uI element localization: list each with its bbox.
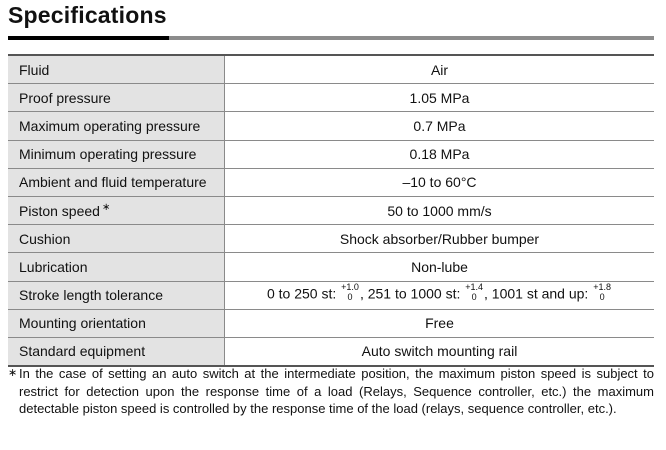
row-label: Lubrication bbox=[8, 253, 225, 281]
table-row bbox=[8, 309, 654, 337]
tolerance-upper: +1.8 bbox=[593, 282, 611, 293]
row-value-tolerance bbox=[225, 281, 655, 309]
table-row bbox=[8, 112, 654, 140]
row-label: Mounting orientation bbox=[8, 309, 225, 337]
row-label: Piston speed bbox=[19, 202, 100, 219]
specifications-table bbox=[8, 54, 654, 367]
table-row bbox=[8, 55, 654, 84]
row-label: Proof pressure bbox=[8, 84, 225, 112]
row-value: Free bbox=[225, 309, 655, 337]
table-row bbox=[8, 253, 654, 281]
row-value: Non-lube bbox=[225, 253, 655, 281]
table-row bbox=[8, 140, 654, 168]
footnote-marker: ∗ bbox=[101, 201, 111, 213]
title-underline-black bbox=[8, 36, 169, 40]
row-value: –10 to 60°C bbox=[225, 168, 655, 196]
row-label: Cushion bbox=[8, 225, 225, 253]
tolerance-fraction bbox=[593, 282, 611, 302]
table-row bbox=[8, 196, 654, 224]
row-value: 0.18 MPa bbox=[225, 140, 655, 168]
row-label: Standard equipment bbox=[8, 337, 225, 366]
row-value: Shock absorber/Rubber bumper bbox=[225, 225, 655, 253]
table-row bbox=[8, 225, 654, 253]
row-label: Maximum operating pressure bbox=[8, 112, 225, 140]
page-title: Specifications bbox=[8, 2, 167, 28]
row-value: 1.05 MPa bbox=[225, 84, 655, 112]
tolerance-lower: 0 bbox=[599, 292, 605, 303]
row-label-container bbox=[8, 196, 225, 224]
footnote bbox=[8, 365, 654, 418]
tolerance-text: 0 to 250 st: bbox=[266, 285, 341, 302]
row-label: Stroke length tolerance bbox=[8, 281, 225, 309]
tolerance-text: , 251 to 1000 st: bbox=[359, 285, 465, 302]
tolerance-lower: 0 bbox=[347, 292, 353, 303]
table-row bbox=[8, 84, 654, 112]
tolerance-fraction bbox=[465, 282, 483, 302]
table-row bbox=[8, 281, 654, 309]
table-row bbox=[8, 168, 654, 196]
row-value: 0.7 MPa bbox=[225, 112, 655, 140]
row-value: Auto switch mounting rail bbox=[225, 337, 655, 366]
tolerance-text: , 1001 st and up: bbox=[484, 285, 593, 302]
footnote-text: In the case of setting an auto switch at the intermediate position, the maximum piston speed is subject to restrict for detection upon the response time of a load (Relays, Sequence controller, etc.) the maximum detectable piston speed is controlled by the response time of the load (relays, sequence controller, etc.). bbox=[19, 366, 654, 416]
tolerance-fraction bbox=[341, 282, 359, 302]
tolerance-lower: 0 bbox=[471, 292, 477, 303]
row-value: Air bbox=[225, 55, 655, 84]
tolerance-upper: +1.0 bbox=[341, 282, 359, 293]
tolerance-upper: +1.4 bbox=[465, 282, 484, 293]
row-label: Ambient and fluid temperature bbox=[8, 168, 225, 196]
row-label: Minimum operating pressure bbox=[8, 140, 225, 168]
title-underline-grey bbox=[169, 36, 654, 40]
footnote-marker: ∗ bbox=[8, 367, 18, 379]
row-label: Fluid bbox=[8, 55, 225, 84]
table-row bbox=[8, 337, 654, 366]
row-value: 50 to 1000 mm/s bbox=[225, 196, 655, 224]
